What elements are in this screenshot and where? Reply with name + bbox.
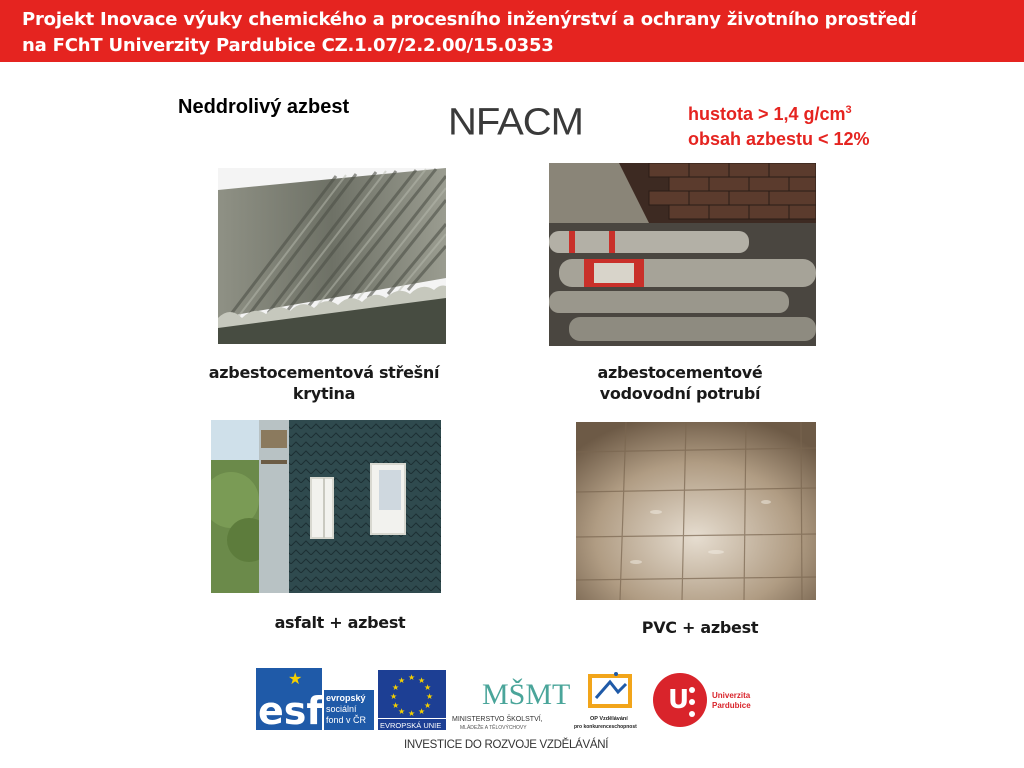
roofing-caption-line-2: krytina	[292, 384, 356, 403]
svg-text:★: ★	[390, 692, 398, 701]
svg-text:★: ★	[418, 707, 426, 716]
svg-text:★: ★	[288, 671, 303, 688]
header-line-1: Projekt Inovace výuky chemického a procesního inženýrství a ochrany životního prostředí	[22, 9, 917, 30]
funding-logos	[256, 668, 762, 734]
svg-text:fond v ČR: fond v ČR	[326, 715, 367, 725]
properties-text	[688, 98, 870, 152]
pvc-caption: PVC + azbest	[641, 618, 759, 637]
svg-text:★: ★	[426, 692, 434, 701]
svg-text:★: ★	[408, 673, 416, 682]
svg-text:MINISTERSTVO ŠKOLSTVÍ,: MINISTERSTVO ŠKOLSTVÍ,	[452, 716, 543, 723]
svg-text:U: U	[668, 685, 690, 715]
svg-text:OP Vzdělávání: OP Vzdělávání	[590, 716, 628, 722]
pipes-caption-line-1: azbestocementové	[597, 363, 763, 382]
asphalt-caption: asfalt + azbest	[274, 613, 406, 632]
pipes-caption	[560, 362, 800, 404]
pipes-photo	[549, 163, 816, 346]
svg-text:EVROPSKÁ UNIE: EVROPSKÁ UNIE	[380, 721, 442, 730]
svg-text:evropský: evropský	[326, 693, 366, 703]
svg-text:★: ★	[392, 683, 400, 692]
univerzita-pardubice-logo	[653, 673, 751, 727]
footer-investment-text: INVESTICE DO ROZVOJE VZDĚLÁVÁNÍ	[404, 739, 609, 751]
nfacm-label: NFACM	[448, 101, 583, 143]
asbestos-content-line: obsah azbestu < 12%	[688, 129, 870, 149]
svg-text:pro konkurenceschopnost: pro konkurenceschopnost	[574, 724, 637, 730]
svg-text:★: ★	[398, 707, 406, 716]
header-line-2: na FChT Univerzity Pardubice CZ.1.07/2.2.00/15.0353	[22, 35, 554, 56]
svg-text:MLÁDEŽE A TĚLOVÝCHOVY: MLÁDEŽE A TĚLOVÝCHOVY	[460, 725, 527, 731]
roofing-caption-line-1: azbestocementová střešní	[208, 363, 440, 382]
svg-text:★: ★	[424, 701, 432, 710]
svg-text:★: ★	[392, 701, 400, 710]
svg-text:★: ★	[408, 709, 416, 718]
svg-text:sociální: sociální	[326, 704, 357, 714]
svg-text:★: ★	[424, 683, 432, 692]
esf-logo	[256, 668, 374, 733]
svg-text:★: ★	[418, 676, 426, 685]
pipes-caption-line-2: vodovodní potrubí	[599, 384, 761, 403]
pvc-floor-photo	[576, 422, 816, 600]
op-vzdelavani-logo	[574, 672, 637, 730]
svg-text:Univerzita: Univerzita	[712, 691, 751, 700]
eu-flag-logo	[378, 670, 446, 730]
svg-text:★: ★	[398, 676, 406, 685]
slide-subtitle: Neddrolivý azbest	[178, 96, 350, 118]
asphalt-building-photo	[211, 420, 441, 593]
svg-text:esf: esf	[258, 689, 323, 733]
msmt-logo	[452, 678, 570, 731]
svg-text:Pardubice: Pardubice	[712, 701, 751, 710]
header-banner	[0, 0, 1024, 62]
roofing-photo	[218, 168, 446, 344]
svg-text:MŠMT: MŠMT	[482, 678, 571, 711]
roofing-caption	[196, 362, 452, 404]
density-line: hustota > 1,4 $g/cm^3$	[688, 104, 852, 124]
